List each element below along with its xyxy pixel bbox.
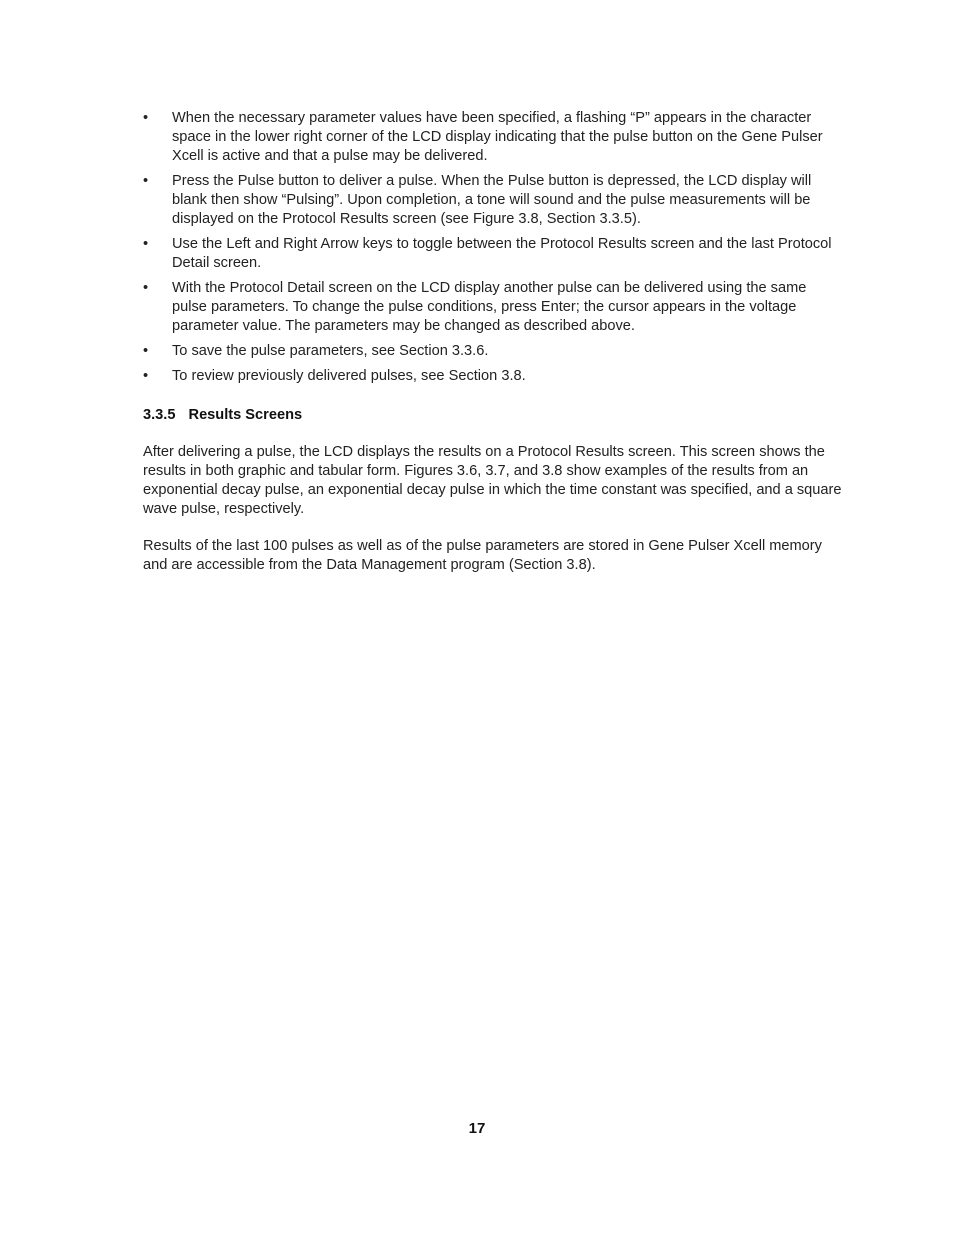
list-item: [143, 235, 843, 273]
list-item-text: To review previously delivered pulses, see Section 3.8.: [172, 368, 526, 384]
list-item: [143, 342, 843, 361]
list-item: [143, 172, 843, 229]
page-content: [143, 109, 843, 593]
list-item-text: Press the Pulse button to deliver a pulse. When the Pulse button is depressed, the LCD display will blank then show “Pulsing”. Upon completion, a tone will sound and the pulse measurements will be displayed on the Protocol Results screen (see Figure 3.8, Section 3.3.5).: [172, 173, 812, 227]
body-paragraph: After delivering a pulse, the LCD displays the results on a Protocol Results screen. This screen shows the results in both graphic and tabular form. Figures 3.6, 3.7, and 3.8 show examples of the results from an exponential decay pulse, an exponential decay pulse in which the time constant was specified, and a square wave pulse, respectively.: [143, 444, 842, 517]
list-item-text: To save the pulse parameters, see Section 3.3.6.: [172, 343, 489, 359]
list-item: [143, 109, 843, 166]
list-item-text: When the necessary parameter values have been specified, a flashing “P” appears in the character space in the lower right corner of the LCD display indicating that the pulse button on the Gene Pulser Xcell is active and that a pulse may be delivered.: [172, 110, 823, 164]
bullet-list: [143, 109, 843, 386]
section-title: Results Screens: [188, 407, 303, 423]
section-heading: [143, 406, 843, 425]
bullet-icon: •: [143, 236, 149, 252]
section-number: 3.3.5: [143, 407, 176, 423]
bullet-icon: •: [143, 280, 149, 296]
list-item-text: Use the Left and Right Arrow keys to toggle between the Protocol Results screen and the last Protocol Detail screen.: [172, 236, 832, 271]
page-number: 17: [468, 1120, 486, 1137]
list-item: [143, 367, 843, 386]
bullet-icon: •: [143, 368, 149, 384]
body-paragraph: Results of the last 100 pulses as well as of the pulse parameters are stored in Gene Pulser Xcell memory and are accessible from the Data Management program (Section 3.8).: [143, 538, 822, 573]
list-item: [143, 279, 843, 336]
list-item-text: With the Protocol Detail screen on the LCD display another pulse can be delivered using the same pulse parameters. To change the pulse conditions, press Enter; the cursor appears in the voltage parameter value. The parameters may be changed as described above.: [172, 280, 807, 334]
bullet-icon: •: [143, 343, 149, 359]
bullet-icon: •: [143, 110, 149, 126]
bullet-icon: •: [143, 173, 149, 189]
